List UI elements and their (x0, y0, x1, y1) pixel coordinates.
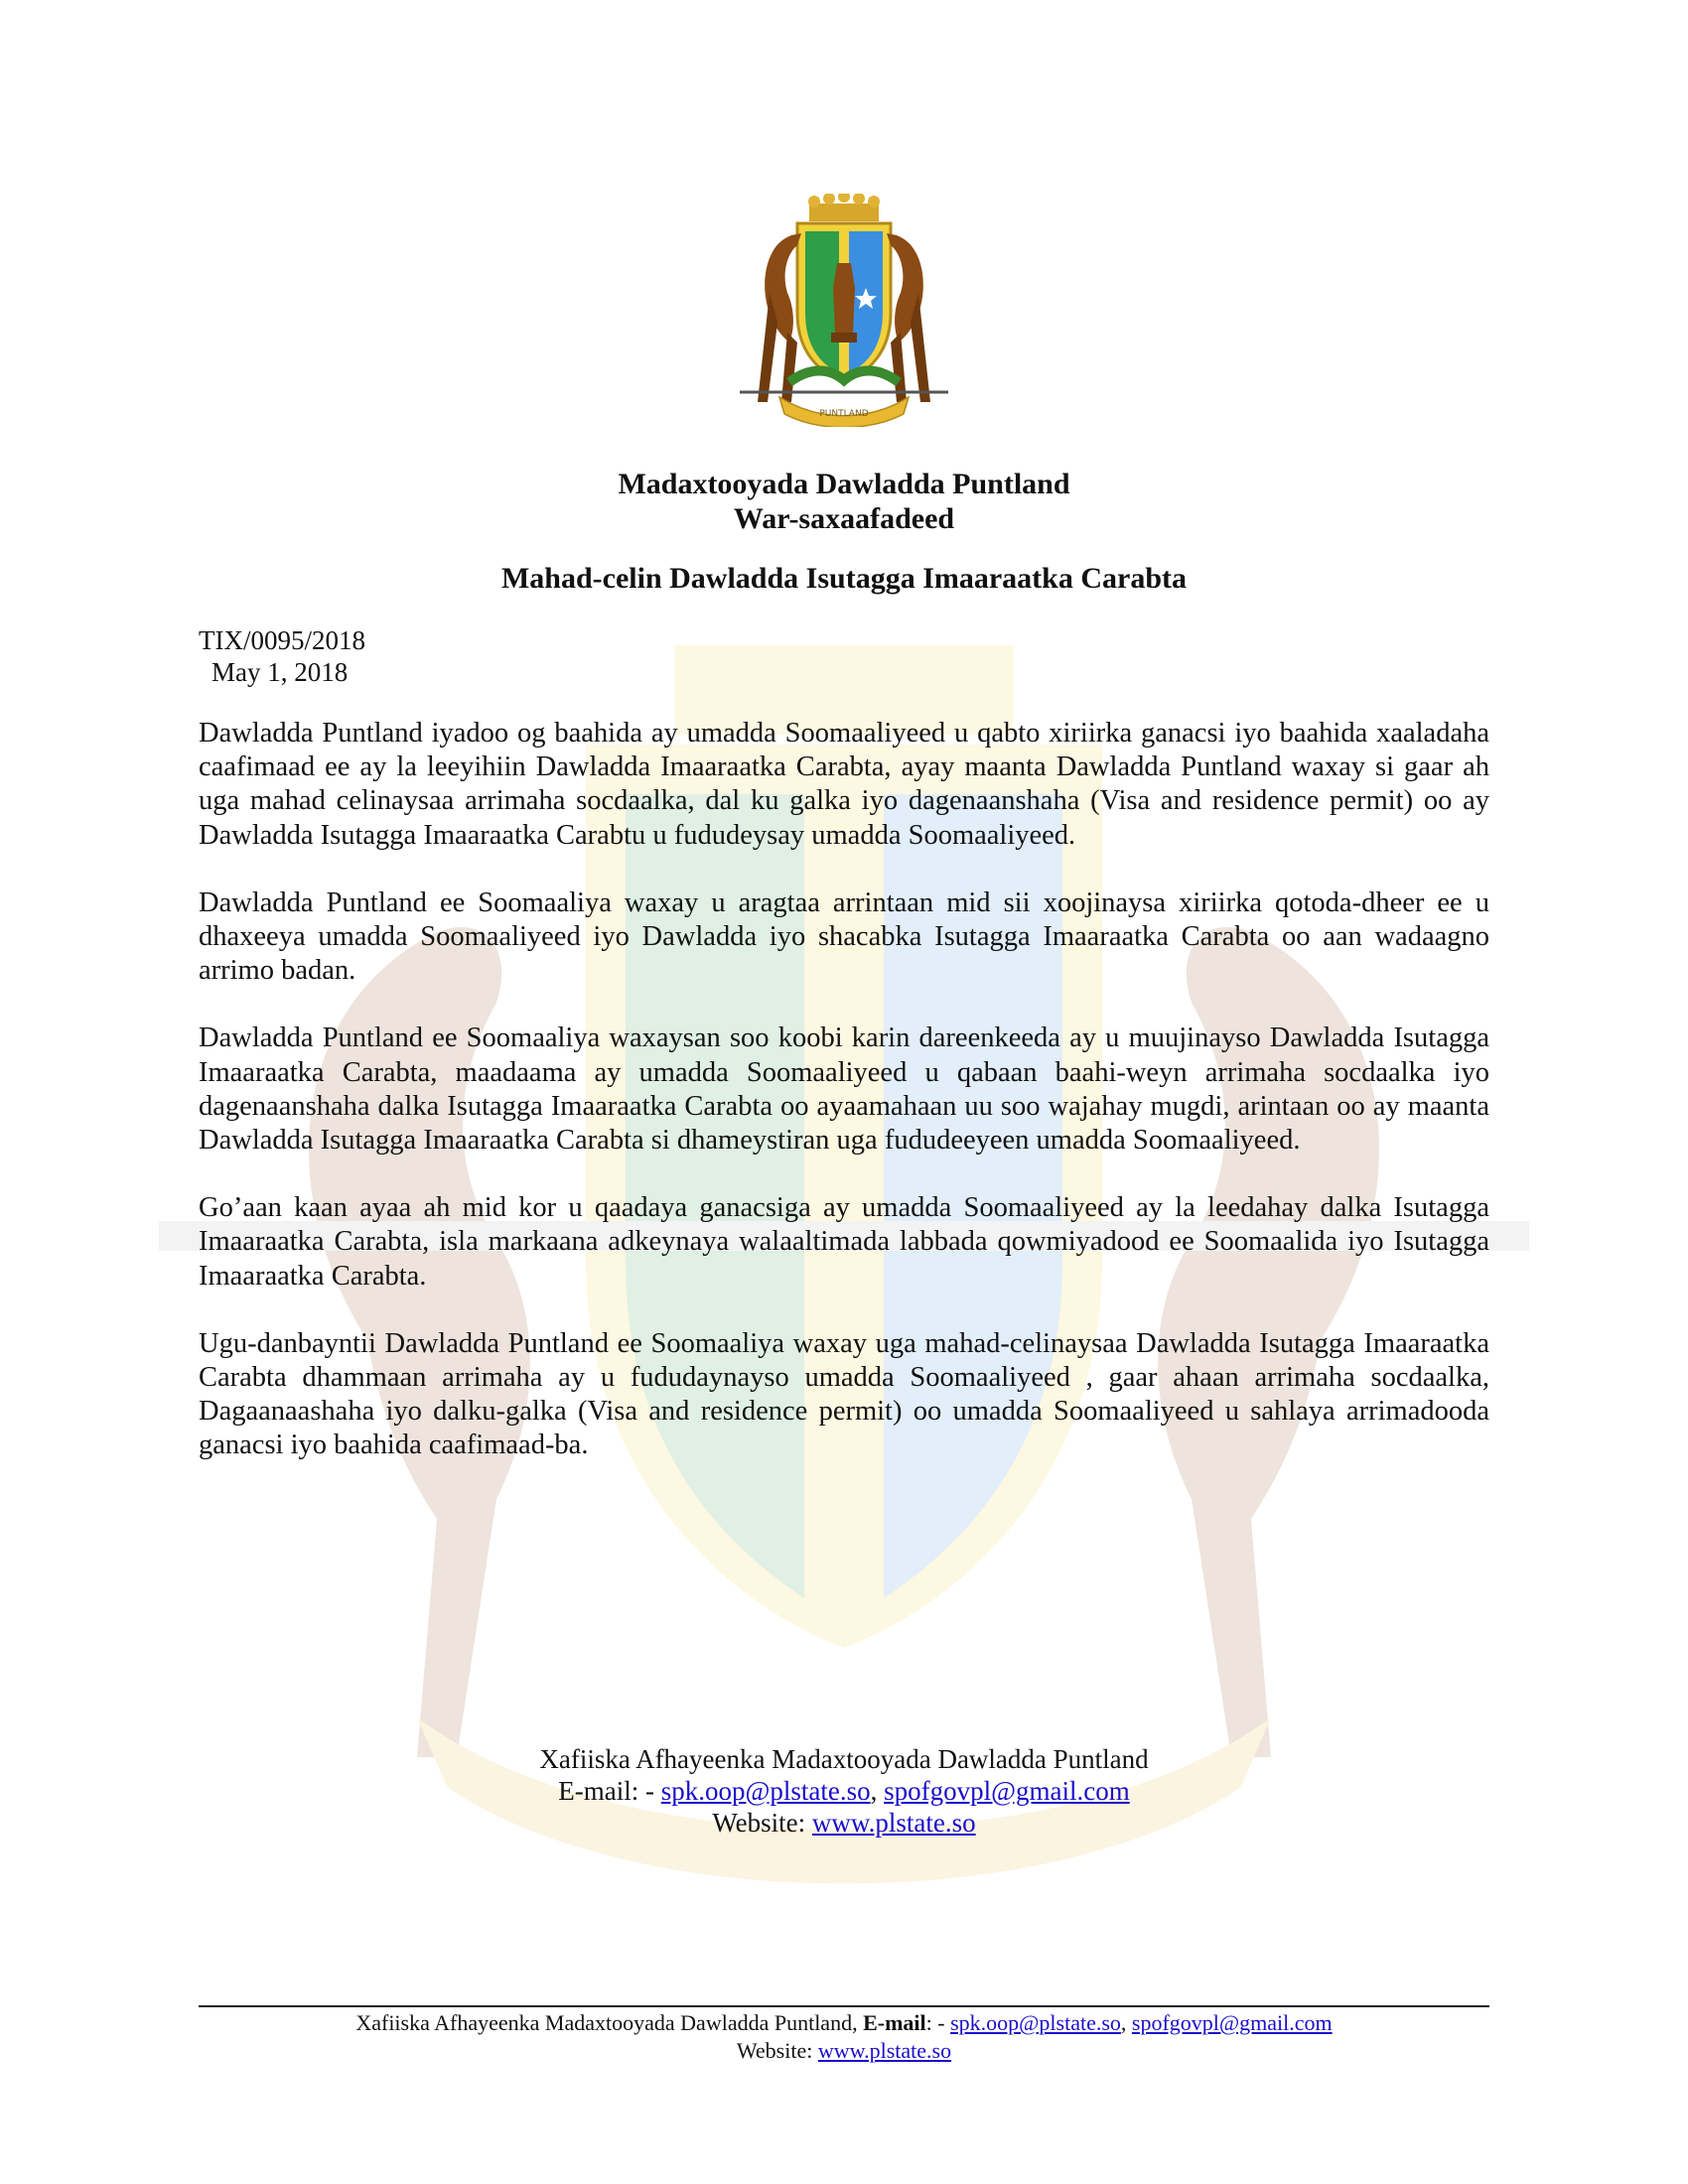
email-link-spk[interactable]: spk.oop@plstate.so (660, 1776, 871, 1806)
footer-email-link-spk[interactable]: spk.oop@plstate.so (950, 2010, 1121, 2035)
body-text (199, 717, 1489, 1463)
footer-website-link[interactable]: www.plstate.so (817, 2038, 952, 2063)
paragraph: Dawladda Puntland iyadoo og baahida ay umadda Soomaaliyeed u qabto xiriirka ganacsi iyo baahida xaaladaha caafimaad ee ay la leeyihiin Dawladda Imaaraatka Carabta, ayay maanta Dawladda Puntland waxay si gaar ah uga mahad celinaysaa arrimaha socdaalka, dal ku galka iyo dagenaanshaha (Visa and residence permit) oo ay Dawladda Isutagga Imaaraatka Carabtu u fududeysay umadda Soomaaliyeed. (199, 718, 1489, 851)
subject-title: Mahad-celin Dawladda Isutagga Imaaraatka Carabta (500, 562, 1188, 595)
paragraph: Dawladda Puntland ee Soomaaliya waxaysan soo koobi karin dareenkeeda ay u muujinayso Dawladda Isutagga Imaaraatka Carabta, maadaama ay umadda Soomaaliyeed u qabaan baahi-weyn arrimaha socdaalka iyo dagenaanshaha dalka Isutagga Imaaraatka Carabta oo ayaamahaan uu soo wajahay mugdi, arintaan oo ay maanta Dawladda Isutagga Imaaraatka Carabta si dhameystiran uga fududeeyeen umadda Soomaaliyeed. (199, 1023, 1489, 1157)
website-label: Website: (712, 1808, 812, 1838)
paragraph: Ugu-danbayntii Dawladda Puntland ee Soomaaliya waxay uga mahad-celinaysaa Dawladda Isutagga Imaaraatka Carabta dhammaan arrimaha ay u fududaynayso umadda Soomaaliyeed , gaar ahaan arrimaha socdaalka, Dagaanaashaha iyo dalku-galka (Visa and residence permit) oo umadda Soomaaliyeed u sahlaya arrimadooda ganacsi iyo baahida caafimaad-ba. (199, 1327, 1489, 1461)
email-label: E-mail: - (558, 1776, 661, 1806)
footer-email-line: Xafiiska Afhayeenka Madaxtooyada Dawladda Puntland, E-mail: - spk.oop@plstate.so, spofgovpl@gmail.com (355, 2010, 1333, 2035)
contact-block (199, 1743, 1489, 1839)
office-heading: Madaxtooyada Dawladda Puntland (618, 468, 1070, 500)
footer-divider (199, 2005, 1489, 2007)
website-link[interactable]: www.plstate.so (811, 1808, 976, 1838)
paragraph: Go’aan kaan ayaa ah mid kor u qaadaya ganacsiga ay umadda Soomaaliyeed ay la leedahay dalka Isutagga Imaaraatka Carabta, isla markaana adkeynaya walaaltimada labbada qowmiyadood ee Soomaalida iyo Isutagga Imaaraatka Carabta. (199, 1192, 1489, 1292)
puntland-coat-of-arms-icon (670, 194, 1018, 427)
email-link-spofgovpl[interactable]: spofgovpl@gmail.com (884, 1776, 1130, 1806)
contact-office: Xafiiska Afhayeenka Madaxtooyada Dawladda Puntland (539, 1744, 1149, 1774)
contact-email-line: E-mail: - spk.oop@plstate.so, spofgovpl@gmail.com (558, 1776, 1130, 1806)
release-date: May 1, 2018 (211, 657, 349, 687)
footer-email-label: E-mail (863, 2010, 926, 2035)
paragraph: Dawladda Puntland ee Soomaaliya waxay u aragtaa arrintaan mid sii xoojinaysa xiriirka qotoda-dheer ee u dhaxeeya umadda Soomaaliyeed iyo Dawladda iyo shacabka Isutagga Imaaraatka Carabta oo aan wadaagno arrimo badan. (199, 887, 1489, 987)
press-release-heading: War-saxaafadeed (733, 502, 955, 535)
contact-website-line (199, 1807, 1489, 1839)
footer-website-line: Website: www.plstate.so (736, 2038, 952, 2063)
reference-number: TIX/0095/2018 (199, 625, 365, 655)
svg-text:PUNTLAND: PUNTLAND (819, 409, 869, 419)
footer-email-link-spofgovpl[interactable]: spofgovpl@gmail.com (1131, 2010, 1333, 2035)
page-footer (199, 2009, 1489, 2065)
